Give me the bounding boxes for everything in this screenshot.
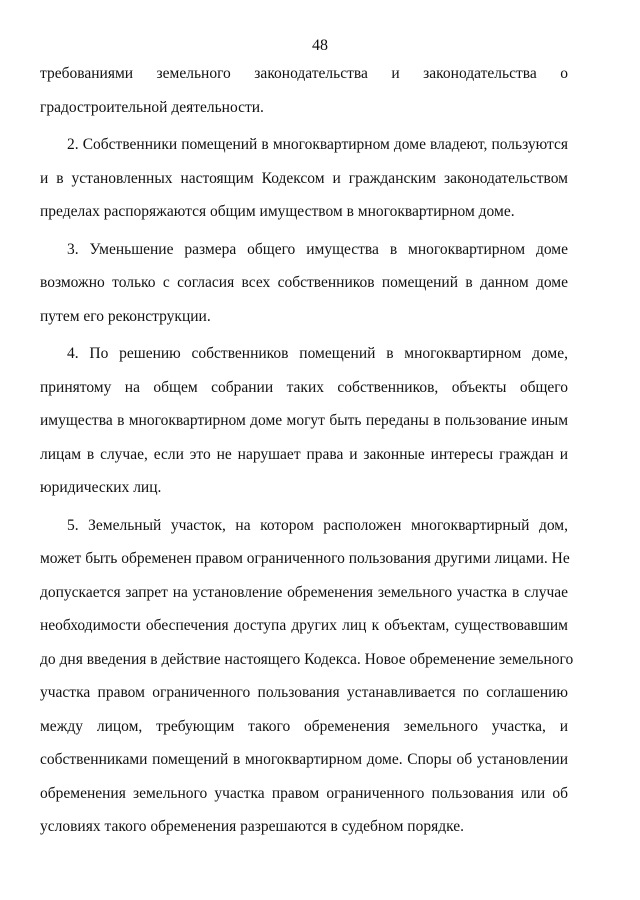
text-line: и в установленных настоящим Кодексом и гражданским законодательством [40, 169, 568, 187]
text-line: условиях такого обременения разрешаются в судебном порядке. [40, 818, 464, 835]
text-line: лицам в случае, если это не нарушает права и законные интересы граждан и [40, 445, 568, 463]
paragraph-5 [40, 509, 574, 844]
text-line: принятому на общем собрании таких собственников, объекты общего [40, 378, 568, 396]
text-line: 3. Уменьшение размера общего имущества в многоквартирном доме [67, 240, 568, 258]
document-body [40, 57, 574, 848]
text-line: градостроительной деятельности. [40, 98, 264, 116]
text-line: может быть обременен правом ограниченного пользования другими лицами. Не [40, 550, 570, 567]
text-line: собственниками помещений в многоквартирном доме. Споры об установлении [40, 751, 568, 768]
text-line: между лицом, требующим такого обременения земельного участка, и [40, 717, 568, 735]
text-line: 5. Земельный участок, на котором расположен многоквартирный дом, [67, 516, 568, 534]
text-line: юридических лиц. [40, 479, 162, 496]
text-line: обременения земельного участка правом ограниченного пользования или об [40, 784, 568, 802]
text-line: требованиями земельного законодательства и законодательства о [40, 65, 568, 82]
text-line: участка правом ограниченного пользования устанавливается по соглашению [40, 684, 568, 701]
text-line: возможно только с согласия всех собственников помещений в данном доме [40, 274, 568, 291]
text-line: 4. По решению собственников помещений в многоквартирном доме, [67, 345, 568, 362]
text-line: 2. Собственники помещений в многоквартирном доме владеют, пользуются [67, 136, 568, 153]
paragraph-4 [40, 337, 568, 505]
text-line: путем его реконструкции. [40, 307, 211, 325]
paragraph-3 [40, 233, 568, 334]
text-line: до дня введения в действие настоящего Кодекса. Новое обременение земельного [40, 650, 574, 668]
text-line: имущества в многоквартирном доме могут быть переданы в пользование иным [40, 412, 568, 429]
text-line: пределах распоряжаются общим имуществом в многоквартирном доме. [40, 203, 515, 220]
page-number: 48 [312, 37, 328, 54]
text-line: допускается запрет на установление обременения земельного участка в случае [40, 583, 568, 601]
text-line: необходимости обеспечения доступа других лиц к объектам, существовавшим [40, 617, 568, 634]
paragraph-continuation [40, 57, 568, 124]
paragraph-2 [40, 128, 568, 229]
